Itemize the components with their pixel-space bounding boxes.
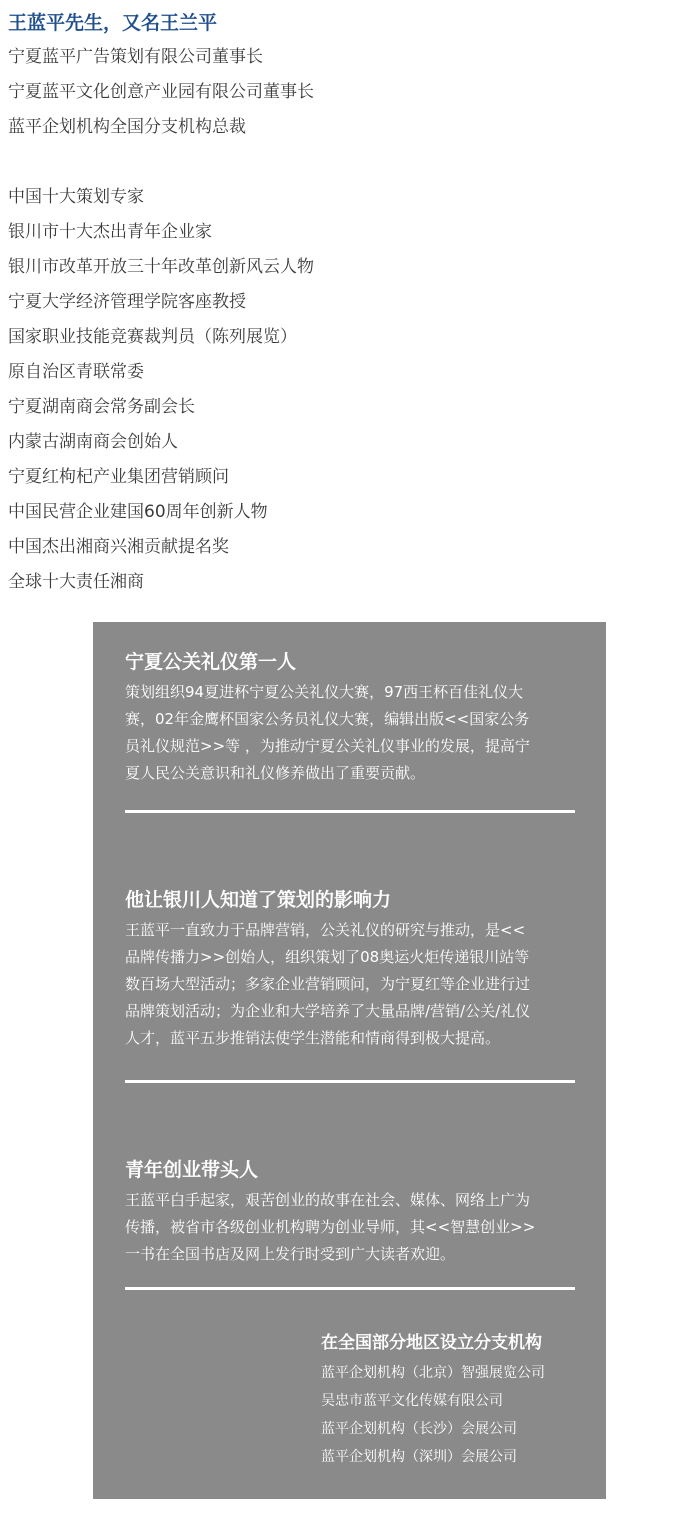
branch-item: 蓝平企划机构（长沙）会展公司 <box>321 1421 517 1437</box>
section-text-line: 数百场大型活动；多家企业营销顾问，为宁夏红等企业进行过 <box>125 975 531 993</box>
section-entrepreneur <box>125 1155 575 1268</box>
section-text-line: 传播，被省市各级创业机构聘为创业导师，其<<智慧创业>> <box>125 1218 536 1236</box>
section-divider <box>125 1287 575 1290</box>
person-name-title: 王蓝平先生，又名王兰平 <box>8 12 218 34</box>
honor-line: 原自治区青联常委 <box>8 362 144 382</box>
profile-header <box>8 6 688 600</box>
section-text-line: 人才，蓝平五步推销法使学生潜能和情商得到极大提高。 <box>125 1029 501 1047</box>
section-body <box>125 1187 575 1268</box>
section-title: 宁夏公关礼仪第一人 <box>125 651 297 673</box>
section-text-line: 员礼仪规范>>等 ，为推动宁夏公关礼仪事业的发展，提高宁 <box>125 737 530 755</box>
section-divider <box>125 810 575 813</box>
section-text-line: 品牌传播力>>创始人，组织策划了08奥运火炬传递银川站等 <box>125 948 530 966</box>
honor-line: 中国民营企业建国60周年创新人物 <box>8 502 268 522</box>
section-text-line: 夏人民公关意识和礼仪修养做出了重要贡献。 <box>125 764 426 782</box>
section-etiquette <box>125 647 575 787</box>
honor-line: 银川市改革开放三十年改革创新风云人物 <box>8 257 314 277</box>
branch-item: 吴忠市蓝平文化传媒有限公司 <box>321 1393 503 1409</box>
honor-line: 国家职业技能竞赛裁判员（陈列展览） <box>8 327 297 347</box>
position-line: 宁夏蓝平广告策划有限公司董事长 <box>8 47 263 67</box>
honor-line: 宁夏湖南商会常务副会长 <box>8 397 195 417</box>
section-text-line: 王蓝平一直致力于品牌营销，公关礼仪的研究与推动，是<< <box>125 921 526 939</box>
section-text-line: 一书在全国书店及网上发行时受到广大读者欢迎。 <box>125 1245 456 1263</box>
honor-line: 宁夏红枸杞产业集团营销顾问 <box>8 467 229 487</box>
section-text-line: 赛，02年金鹰杯国家公务员礼仪大赛，编辑出版<<国家公务 <box>125 710 530 728</box>
honor-line: 全球十大责任湘商 <box>8 572 144 592</box>
section-title: 他让银川人知道了策划的影响力 <box>125 889 392 911</box>
honor-line: 银川市十大杰出青年企业家 <box>8 222 212 242</box>
section-body <box>125 917 575 1052</box>
branch-item: 蓝平企划机构（北京）智强展览公司 <box>321 1365 545 1381</box>
branches-title: 在全国部分地区设立分支机构 <box>321 1333 542 1353</box>
spacer <box>8 145 688 180</box>
honor-line: 宁夏大学经济管理学院客座教授 <box>8 292 246 312</box>
position-line: 宁夏蓝平文化创意产业园有限公司董事长 <box>8 82 314 102</box>
section-planning <box>125 885 575 1052</box>
honor-line: 中国杰出湘商兴湘贡献提名奖 <box>8 537 229 557</box>
honor-line: 内蒙古湖南商会创始人 <box>8 432 178 452</box>
section-text-line: 王蓝平白手起家，艰苦创业的故事在社会、媒体、网络上广为 <box>125 1191 531 1209</box>
section-text-line: 品牌策划活动；为企业和大学培养了大量品牌/营销/公关/礼仪 <box>125 1002 531 1020</box>
honor-line: 中国十大策划专家 <box>8 187 144 207</box>
position-line: 蓝平企划机构全国分支机构总裁 <box>8 117 246 137</box>
section-text-line: 策划组织94夏进杯宁夏公关礼仪大赛，97西王杯百佳礼仪大 <box>125 683 524 701</box>
branch-item: 蓝平企划机构（深圳）会展公司 <box>321 1449 517 1465</box>
achievements-panel <box>93 622 606 1499</box>
section-divider <box>125 1080 575 1083</box>
section-title: 青年创业带头人 <box>125 1159 259 1181</box>
section-body <box>125 679 575 787</box>
branches-list <box>321 1327 601 1471</box>
